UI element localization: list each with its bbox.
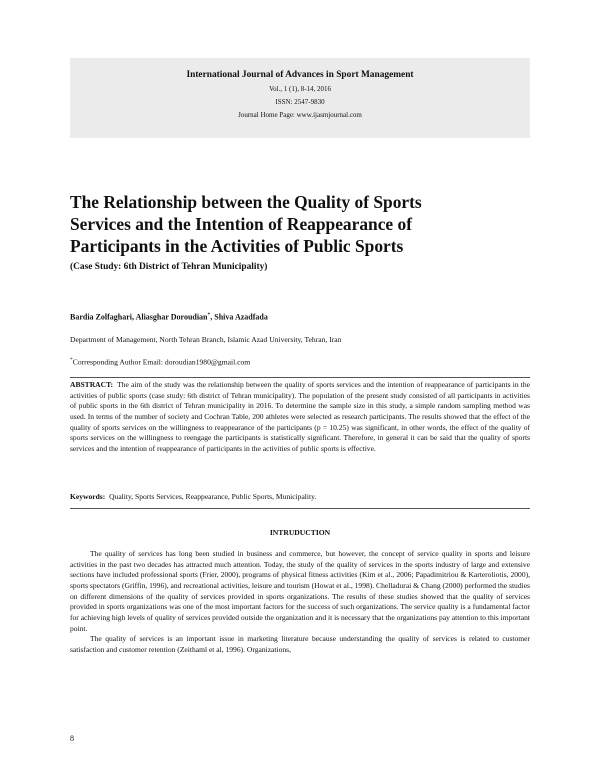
author-2: Aliasghar Doroudian <box>135 312 208 322</box>
paper-subtitle: (Case Study: 6th District of Tehran Municipality) <box>70 262 268 272</box>
abstract <box>70 380 530 455</box>
email-mark: * <box>70 357 73 363</box>
keywords-bottom-rule <box>70 508 530 509</box>
journal-volume: Vol., 1 (1), 8-14, 2016 <box>268 85 332 93</box>
paper-title <box>70 191 540 257</box>
title-line-1: The Relationship between the Quality of Sports <box>70 192 422 212</box>
keywords-label: Keywords: <box>70 492 106 501</box>
introduction-body <box>70 549 530 656</box>
corresponding-mark: * <box>207 312 211 318</box>
affiliation: Department of Management, North Tehran Branch, Islamic Azad University, Tehran, Iran <box>70 335 342 344</box>
author-3: , Shiva Azadfada <box>210 312 268 322</box>
intro-paragraph-2: The quality of services is an important issue in marketing literature because understanding the quality of services is related to customer satisfaction and customer retention (Zeithaml et al, 1996). Organizations, <box>70 634 530 654</box>
title-line-3: Participants in the Activities of Public Sports <box>70 236 404 256</box>
intro-paragraph-1: The quality of services has long been studied in business and commerce, but however, the concept of service quality in sports and leisure activities in the past two decades has attracted much attention. Today, the study of the quality of services in the sports industry of large and extensive sections have included professional sports (Frier, 2000), programs of physical fitness activities (Kim et al., 2006; Papadimitriou & Karteroliotis, 2000), sports spectators (Griffin, 1996), and recreational activities, leisure and tourism (Howat et al., 1998). Chelladurai & Chang (2000) performed the studies on different dimensions of the quality of services provided in sports organizations. The results of these studies showed that the quality of services provided in sports organizations was one of the most important factors for the success of such organizations. The service quality is a fundamental factor for achieving high levels of quality of services provided outside the organization and it is necessary that the organizations pay attention to this important point. <box>70 549 530 633</box>
page-number: 8 <box>70 734 74 743</box>
abstract-top-rule <box>70 377 530 378</box>
keywords-text: Quality, Sports Services, Reappearance, Public Sports, Municipality. <box>109 492 317 501</box>
abstract-text: The aim of the study was the relationship between the quality of sports services and the intention of reappearance of participants in the activities of public sports (case study: 6th district of Tehran municipality). The population of the present study consisted of all participants in activities of public sports in the 6th district of Tehran municipality in 2016. To determine the sample size in this study, a simple random sampling method was used. In terms of the number of society and Cochran Table, 200 athletes were selected as research participants. The results showed that the effect of the quality of sports services on the willingness to reappearance of the participants (p = 10.25) was significant, in other words, the effect of the quality of sports services on the willingness to reengage the participants is statistically significant. Therefore, in general it can be said that the quality of sports services and the intention of reappearance of participants in the activities of public sports is effective. <box>70 380 530 453</box>
author-1: Bardia Zolfaghari, <box>70 312 136 322</box>
journal-issn: ISSN: 2547-9830 <box>275 98 325 106</box>
author-list <box>70 312 268 322</box>
journal-name: International Journal of Advances in Sport Management <box>186 70 414 80</box>
title-line-2: Services and the Intention of Reappearance of <box>70 214 412 234</box>
journal-header-box <box>70 58 530 138</box>
keywords <box>70 492 530 501</box>
introduction-heading: INTRUDUCTION <box>269 528 331 537</box>
email-text: Corresponding Author Email: doroudian1980@gmail.com <box>72 357 251 367</box>
journal-homepage: Journal Home Page: www.ijasmjournal.com <box>238 111 362 119</box>
abstract-label: ABSTRACT: <box>70 380 114 389</box>
corresponding-email <box>70 357 250 367</box>
